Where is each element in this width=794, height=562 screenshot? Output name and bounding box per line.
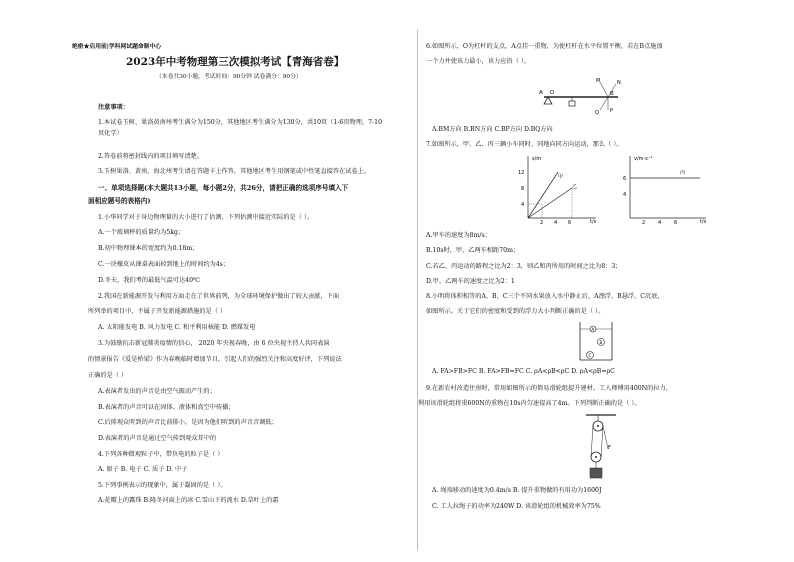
lever-label: Q (595, 110, 599, 116)
option-line: C. 工人拉绳子的功率为240W D. 该滑轮组的机械效率为75% (432, 503, 601, 510)
option-line: C.后排观众听到的声音比前排小，是因为他们听到的声音音调低； (98, 419, 278, 426)
left-column (72, 0, 412, 562)
note-line: 2.答卷前将密封线内的项目填写清楚。 (98, 153, 203, 160)
lever-label: M (596, 78, 601, 84)
weight-box (569, 101, 575, 106)
fruit-label: B (599, 340, 603, 345)
org-header: 绝密★启用前|学科网试题命制中心 (72, 44, 162, 50)
section-heading-cont: 面相应题号的表格内) (88, 197, 151, 205)
series-line-jia (528, 172, 558, 218)
tick-label: 4 (623, 192, 627, 198)
x-axis-label: t/s (700, 219, 707, 224)
tick-label: 4 (521, 202, 525, 208)
lever-label: O (550, 90, 555, 96)
page-title: 2023年中考物理第三次模拟考试【青海省卷】 (126, 56, 345, 68)
option-line: A.BM方向 B.BN方向 C.BP方向 D.BQ方向 (432, 126, 553, 133)
notes-heading: 注意事项： (98, 104, 129, 111)
load-block (590, 468, 602, 478)
option-line: D.表演者的声音是通过空气传到观众耳中的 (98, 435, 217, 442)
note-line: 页化学） (98, 130, 123, 137)
series-label: 甲 (558, 174, 564, 180)
tick-label: 6 (674, 220, 678, 224)
fruit-label: A (591, 327, 595, 332)
series-label: 乙 (572, 184, 578, 190)
question-line: 所列举的项目中，不属于开发新能源措施的是（ ） (88, 308, 227, 315)
distance-time-graph (514, 152, 600, 224)
tick-label: 8 (521, 186, 525, 192)
question-line: 如图所示。关于它们的密度和受到的浮力大小判断正确的是（ ）。 (426, 308, 605, 315)
tick-label: 4 (554, 220, 558, 224)
question-line: 7.如图所示，甲、乙、丙三辆小车同时、同地向同方向运动，那么（ ）。 (426, 141, 623, 148)
question-line: 一个力并使该力最小，该力应沿（ ）。 (426, 58, 531, 65)
y-axis-label: s/m (532, 156, 542, 162)
lever-figure (538, 76, 628, 116)
note-line: 3.玉树果洛、黄南、海北州考生请在答题卡上作答，其他地区考生用钢笔或中性笔直接答在试卷上。 (98, 168, 370, 175)
tick-label: 6 (568, 220, 572, 224)
page-subtitle: （本卷共30小题，考试时间：90分钟 试卷满分：90分） (156, 74, 302, 80)
lever-label: B (610, 91, 614, 97)
y-axis-label: v/m·s⁻¹ (634, 156, 653, 162)
option-line: B.表演者的声音可以在固体、液体和真空中传播； (98, 404, 235, 411)
option-line: B.初中物理课本的宽度约为0.18m； (98, 245, 199, 252)
question-line: 9.在新农村改造住房时，常用如图所示的简易滑轮组提升建材。工人师傅用400N的拉力， (426, 385, 672, 392)
option-line: A.一个玻璃杯的质量约为5kg； (98, 229, 185, 236)
lever-label: N (617, 80, 621, 86)
question-line: 8.小明将体积相等的A、B、C三个不同水果放入水中静止后，A漂浮、B悬浮、C沉底， (426, 293, 664, 300)
option-line: A. 原子 B. 电子 C. 质子 D. 中子 (98, 466, 188, 473)
option-line: A.表演者发出的声音是由空气振动产生的； (98, 388, 216, 395)
question-line: 3.为鼓励抗击新冠肺炎疫情的信心， 2020 年央视春晚，由 6 位央视主持人共同表演 (98, 340, 330, 347)
force-label: F (608, 445, 611, 451)
tick-label: 6 (623, 176, 627, 182)
velocity-time-graph (616, 152, 716, 224)
question-line: 5.下列事例表示的现象中，属于凝固的是（ ）。 (98, 482, 227, 489)
x-axis-label: t/s (590, 219, 597, 224)
series-label: 丙 (680, 170, 686, 176)
note-line: 1.本试卷玉树、果洛黄南州考生满分为150分，其他地区考生满分为130分，共10页（1-6页物理，7-10 (98, 119, 383, 126)
lever-label: P (610, 108, 614, 114)
option-line: B.10s时，甲、乙两车相距70m； (426, 247, 520, 254)
question-line: 正确的是（ ） (88, 372, 128, 379)
question-line: 2.我国在新能源开发与利用方面走在了世界前列，为全球环境保护做出了较大贡献，下面 (98, 293, 340, 300)
question-line: 1.小华同学对于身边物理量的大小进行了估测，下列估测中接近实际的是（ ）。 (98, 214, 314, 221)
option-line: A. 太阳能发电 B. 风力发电 C. 和平利用核能 D. 燃煤发电 (98, 324, 256, 331)
question-line: 的情景报告《爱是桥梁》作为春晚临时增加节目，引起人们的强烈关注和高度好评，下列说法 (88, 356, 342, 363)
fulcrum (544, 97, 552, 104)
pulley-figure (584, 413, 624, 483)
tick-label: 4 (658, 220, 662, 224)
right-column (418, 0, 746, 562)
option-line: C.若乙、丙运动的路程之比为2：3，则乙和丙所用的时间之比为8：3； (426, 263, 622, 270)
option-line: A.甲车的速度为8m/s； (426, 232, 491, 239)
column-divider (417, 30, 418, 550)
tick-label: 2 (642, 220, 646, 224)
section-heading: 一、单项选择题(本大题共13小题，每小题2分，共26分，请把正确的选项序号填入下 (98, 184, 349, 192)
option-line: A.花瓣上的露珠 B.隆冬河面上的冰 C.雪山下的流水 D.草叶上的霜 (98, 497, 279, 504)
lever-label: A (539, 90, 543, 96)
option-line: C.一块橡皮从课桌表面掉到地上的时间约为4s； (98, 261, 230, 268)
tick-label: 2 (540, 220, 544, 224)
series-line-yi (528, 188, 572, 218)
question-line: 4.下列各种微观粒子中，带负电的粒子是（ ） (98, 451, 224, 458)
question-line: 6.如图所示，O为杠杆的支点，A点挂一重物，为使杠杆在水平位置平衡，若在B点施加 (426, 43, 663, 50)
beaker-figure (576, 320, 618, 364)
fruit-label: C (588, 353, 592, 358)
question-line: 利用该滑轮组将重600N的重物在10s内匀速提高了4m。下列判断正确的是（ ）。 (418, 400, 641, 407)
option-line: D.冬天，我们考的最低气温可达40℃ (98, 277, 200, 284)
option-line: A. FA>FB>FC B. FA>FB=FC C. ρA<ρB<ρC D. ρA<ρB=ρC (432, 368, 615, 375)
tick-label: 12 (518, 170, 525, 176)
option-line: D.甲、乙两车的速度之比为2：1 (426, 278, 515, 285)
option-line: A. 绳端移动的速度为0.4m/s B. 提升重物做的有用功为1600J (432, 487, 602, 494)
